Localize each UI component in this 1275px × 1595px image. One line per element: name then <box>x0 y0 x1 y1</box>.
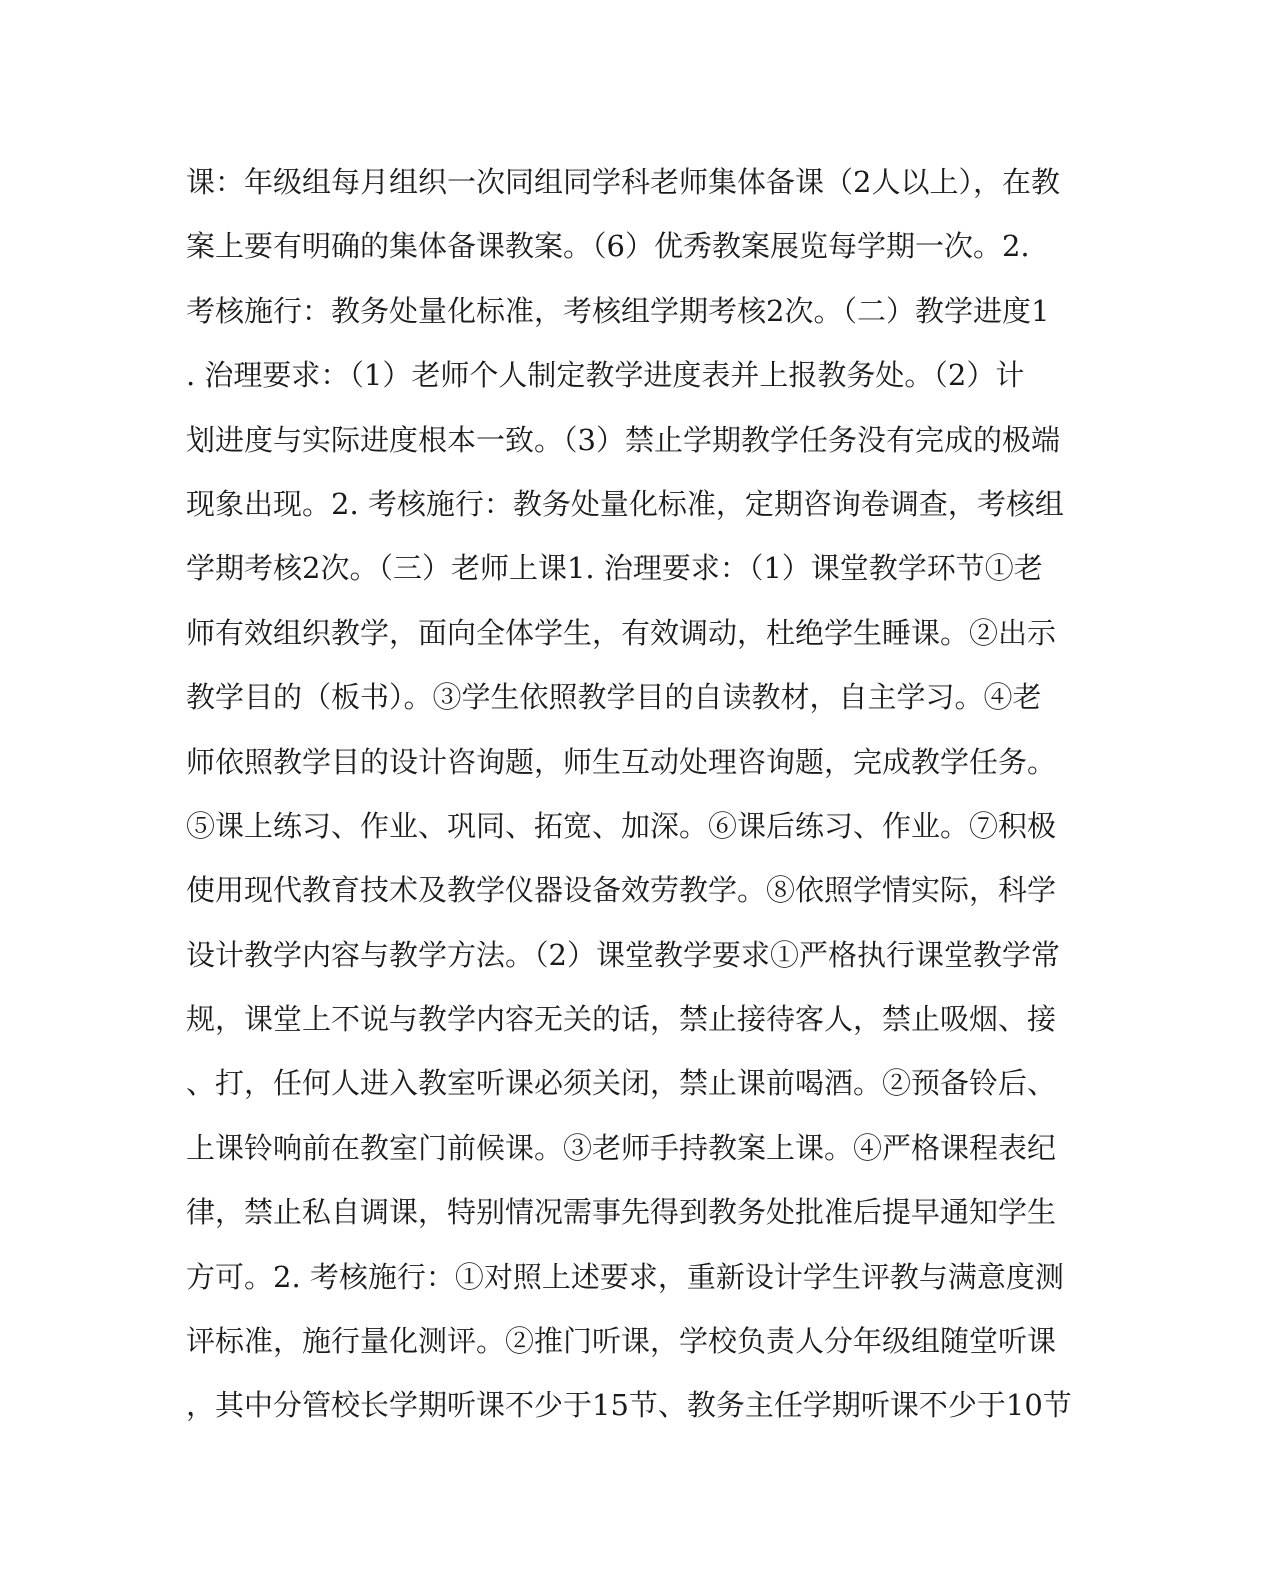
text-line: 考核施行：教务处量化标准，考核组学期考核2次。（二）教学进度1 <box>186 293 1050 328</box>
body-text <box>186 150 1076 1438</box>
text-line: 课：年级组每月组织一次同组同学科老师集体备课（2人以上），在教 <box>186 165 1060 199</box>
text-line: 师有效组织教学，面向全体学生，有效调动，杜绝学生睡课。②出示 <box>186 615 1057 650</box>
text-line: 规，课堂上不说与教学内容无关的话，禁止接待客人，禁止吸烟、接 <box>186 1002 1057 1037</box>
text-line: 律，禁止私自调课，特别情况需事先得到教务处批准后提早通知学生 <box>186 1195 1057 1230</box>
text-line: 现象出现。2. 考核施行：教务处量化标准，定期咨询卷调查，考核组 <box>186 486 1064 521</box>
text-line: 设计教学内容与教学方法。（2）课堂教学要求①严格执行课堂教学常 <box>186 937 1060 972</box>
text-line: 评标准，施行量化测评。②推门听课，学校负责人分年级组随堂听课 <box>186 1324 1057 1359</box>
text-line: . 治理要求：（1）老师个人制定教学进度表并上报教务处。（2）计 <box>186 358 1025 393</box>
text-line: 、打，任何人进入教室听课必须关闭，禁止课前喝酒。②预备铃后、 <box>186 1066 1057 1101</box>
text-line: 师依照教学目的设计咨询题，师生互动处理咨询题，完成教学任务。 <box>186 744 1057 779</box>
text-line: 上课铃响前在教室门前候课。③老师手持教案上课。④严格课程表纪 <box>186 1130 1057 1165</box>
text-line: ，其中分管校长学期听课不少于15节、教务主任学期听课不少于10节 <box>186 1388 1072 1423</box>
text-line: ⑤课上练习、作业、巩同、拓宽、加深。⑥课后练习、作业。⑦积极 <box>186 808 1057 843</box>
text-line: 方可。2. 考核施行：①对照上述要求，重新设计学生评教与满意度测 <box>186 1259 1064 1294</box>
text-line: 教学目的（板书）。③学生依照教学目的自读教材，自主学习。④老 <box>186 680 1042 715</box>
text-line: 使用现代教育技术及教学仪器设备效劳教学。⑧依照学情实际，科学 <box>186 873 1057 908</box>
text-line: 划进度与实际进度根本一致。（3）禁止学期教学任务没有完成的极端 <box>186 422 1060 457</box>
text-line: 学期考核2次。（三）老师上课1. 治理要求：（1）课堂教学环节①老 <box>186 551 1043 586</box>
text-line: 案上要有明确的集体备课教案。（6）优秀教案展览每学期一次。2. <box>186 229 1030 264</box>
